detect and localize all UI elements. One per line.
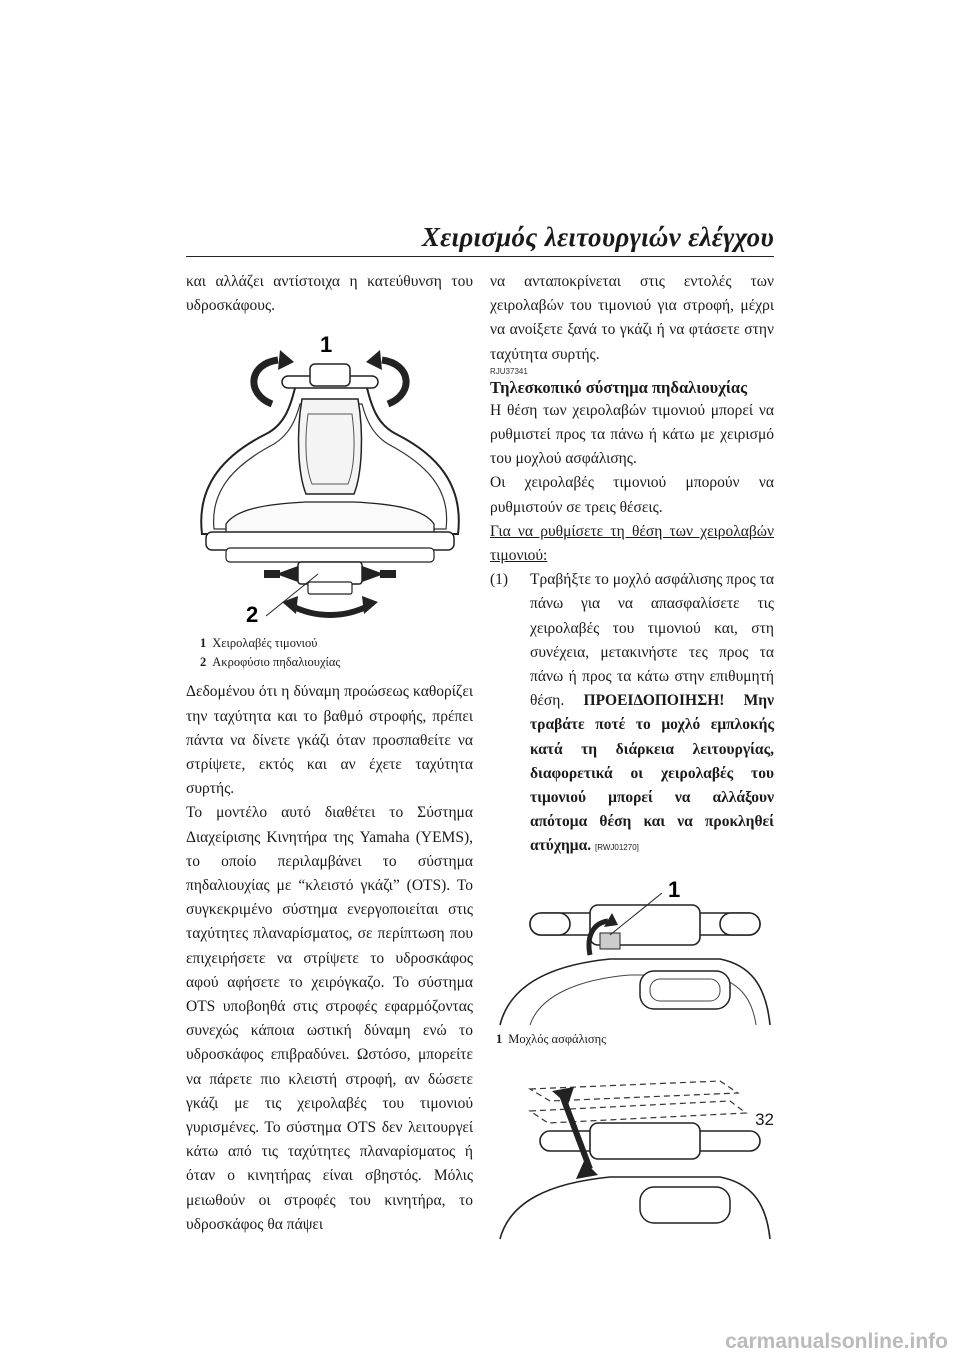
title-rule (186, 256, 774, 257)
callout-lever: 1 (668, 876, 681, 902)
figure1-caption-1: 1 Χειρολαβές τιμονιού (200, 636, 318, 651)
right-continuation: να ανταποκρίνεται στις εντολές των χειρολαβών του τιμονιού για στροφή, μέχρι να ανοίξετε ξανά το γκάζι ή να φτάσετε στην ταχύτητα συρτής. (490, 273, 774, 363)
page-number: 32 (755, 1110, 774, 1129)
section-code: RJU37341 (490, 366, 528, 376)
jetski-steering-figure (186, 324, 473, 624)
left-column (186, 270, 473, 1237)
step-1 (490, 568, 774, 860)
callout-2: 2 (246, 602, 259, 625)
figure1-captions (186, 634, 473, 672)
right-paragraph-2: Οι χειρολαβές τιμονιού μπορούν να ρυθμιστούν σε τρεις θέσεις. (490, 474, 774, 516)
page-title: Χειρισμός λειτουργιών ελέγχου (421, 222, 774, 252)
figure1-caption-2: 2 Ακροφύσιο πηδαλιουχίας (200, 655, 341, 670)
lock-lever-figure (490, 875, 774, 1030)
telescopic-adjust-figure (490, 1071, 774, 1241)
section-heading: Τηλεσκοπικό σύστημα πηδαλιουχίας (490, 377, 748, 397)
left-paragraph-2: Το μοντέλο αυτό διαθέτει το Σύστημα Διαχείρισης Κινητήρα της Yamaha (YEMS), το οποίο περιλαμβάνει το σύστημα πηδαλιουχίας με “κλειστό γκάζι” (OTS). Το συγκεκριμένο σύστημα ενεργοποιείται στις ταχύτητες πλαναρίσματος, σε περίπτωση που επιχειρήσετε να στρίψετε το υδροσκάφος αφού αφήσετε το χειρόγκαζο. Το σύστημα OTS υποβοηθά στις στροφές εφαρμόζοντας συνεχώς κάποια ωστική δύναμη ενώ το υδροσκάφος επιβραδύνει. Ωστόσο, μπορείτε να πάρετε πιο κλειστή στροφή, αν δώσετε γκάζι με τις χειρολαβές του τιμονιού γυρισμένες. Το σύστημα OTS δεν λειτουργεί κάτω από τις ταχύτητες πλαναρίσματος ή όταν ο κινητήρας είναι σβηστός. Μόλις μειωθούν οι στροφές του κινητήρα, το υδροσκάφος θα πάψει (186, 804, 473, 1233)
step-number: (1) (490, 571, 509, 589)
howto-heading: Για να ρυθμίσετε τη θέση των χειρολαβών τιμονιού: (490, 522, 774, 565)
figure2-caption: 1 Μοχλός ασφάλισης (496, 1031, 607, 1046)
lock-lever-illustration (490, 875, 774, 1030)
callout-1: 1 (320, 332, 333, 358)
warning-text: ΠΡΟΕΙΔΟΠΟΙΗΣΗ! Μην τραβάτε ποτέ το μοχλό εμπλοκής κατά τη διάρκεια λειτουργίας, διαφορετικά οι χειρολαβές του τιμονιού μπορεί να αλλάξουν απότομα θέση και να προκληθεί ατύχημα. (530, 692, 775, 855)
right-paragraph-1: Η θέση των χειρολαβών τιμονιού μπορεί να ρυθμιστεί προς τα πάνω ή κάτω με χειρισμό του μοχλού ασφάλισης. (490, 401, 774, 468)
left-paragraph-1: Δεδομένου ότι η δύναμη προώσεως καθορίζει την ταχύτητα και το βαθμό στροφής, πρέπει πάντα να δίνετε γκάζι όταν προσπαθείτε να στρίψετε, εκτός και αν έχετε ταχύτητα συρτής. (186, 683, 473, 798)
intro-text: και αλλάζει αντίστοιχα η κατεύθυνση του υδροσκάφους. (186, 273, 473, 315)
warning-code: [RWJ01270] (595, 843, 639, 853)
telescopic-adjust-illustration (490, 1071, 774, 1241)
footer-watermark: carmanualsonline.info (725, 1330, 948, 1353)
right-column (490, 270, 774, 1241)
step-text: Τραβήξτε το μοχλό ασφάλισης προς τα πάνω για να απασφαλίσετε τις χειρολαβές του τιμονιού και, στη συνέχεια, μετακινήστε τες προς τα πάνω ή προς τα κάτω στην επιθυμητή θέση. (530, 571, 774, 710)
jetski-top-view-illustration (186, 324, 473, 624)
